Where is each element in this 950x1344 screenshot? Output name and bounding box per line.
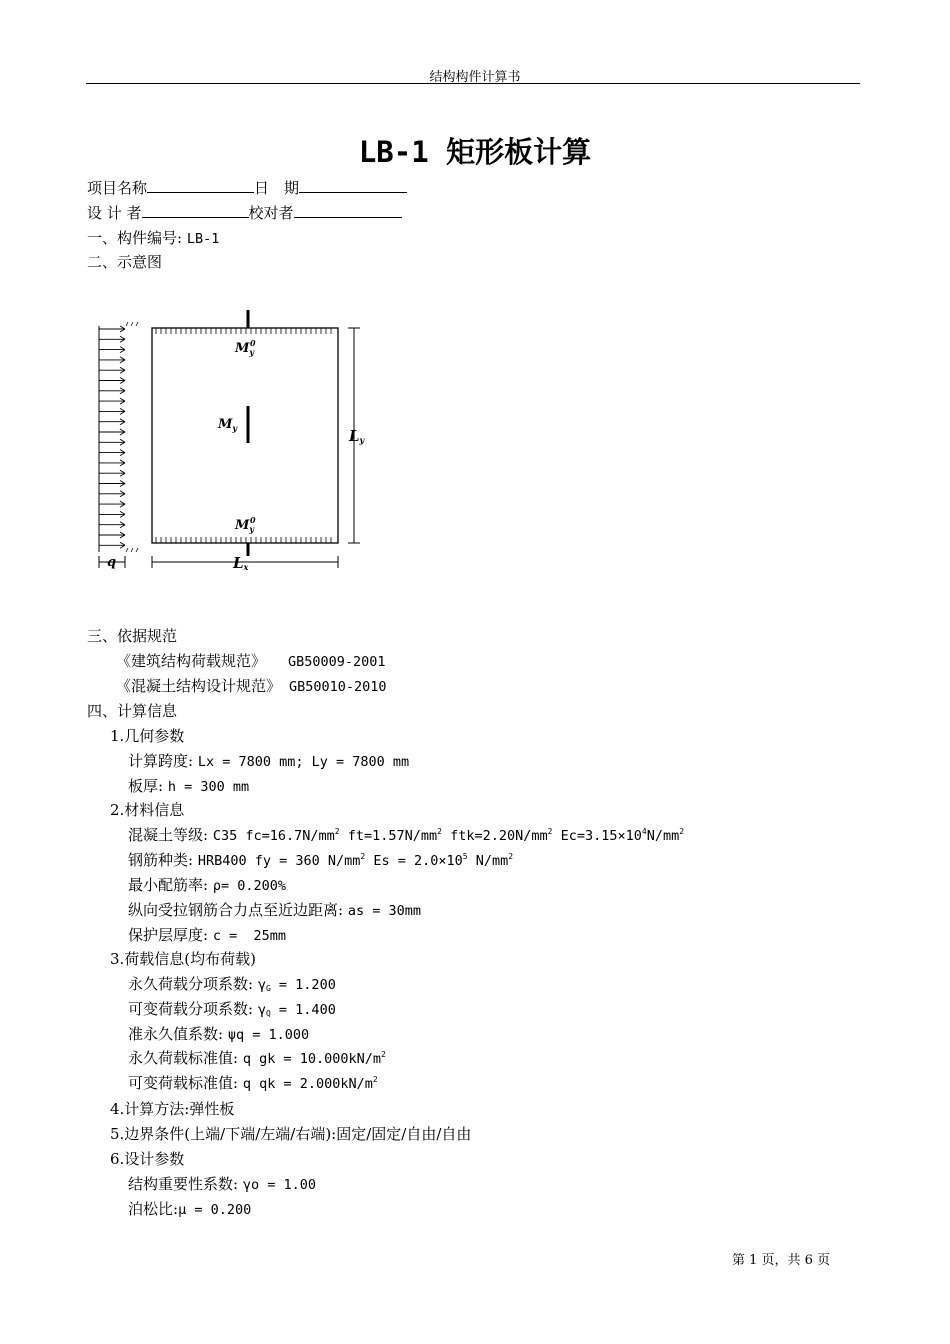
- rebar-row: 钢筋种类: HRB400 fy = 360 $N/mm^2$ $Es = 2.0\times 10^5$ $N/mm^2$: [128, 851, 514, 869]
- project-name-label: 项目名称: [87, 179, 148, 197]
- designer-label: 设 计 者: [87, 204, 142, 222]
- code-1-name: 《建筑结构荷载规范》: [116, 652, 267, 670]
- my0-top-label: $M_y0$: [235, 338, 256, 357]
- page-footer: 第 1 页，共 6 页: [732, 1253, 831, 1268]
- importance-value: γo = 1.00: [242, 1177, 316, 1193]
- component-number-value: LB-1: [186, 231, 220, 247]
- lx-label: Lx: [233, 554, 249, 572]
- diagram-heading: 二、示意图: [87, 253, 163, 271]
- psi-value: ψq = 1.000: [227, 1027, 310, 1043]
- gamma-q-row: 可变荷载分项系数: $\gamma_Q = 1.400$: [128, 1000, 336, 1018]
- plate-outline: [152, 328, 338, 543]
- as-row: 纵向受拉钢筋合力点至近边距离: as = 30mm: [128, 901, 421, 919]
- page-header: 结构构件计算书: [429, 70, 521, 85]
- poisson-row: 泊松比:μ = 0.200: [128, 1200, 252, 1218]
- ly-label: Ly: [349, 427, 365, 445]
- code-2-number: GB50010-2010: [289, 679, 387, 695]
- load-arrows: [99, 326, 125, 548]
- checker-field: [294, 202, 402, 218]
- project-name-row: [87, 177, 407, 198]
- design-params-heading: 6.设计参数: [110, 1150, 185, 1168]
- fixed-edge-bottom: [126, 537, 331, 552]
- min-ratio-row: 最小配筋率: ρ= 0.200%: [128, 876, 286, 894]
- poisson-value: μ = 0.200: [178, 1202, 252, 1218]
- q-label: q: [107, 555, 117, 570]
- qqk-value: q qk = $2.000kN/m^2$: [242, 1075, 378, 1092]
- span-row: 计算跨度: Lx = 7800 mm; Ly = 7800 mm: [128, 752, 410, 770]
- gamma-q-value: $\gamma_Q = 1.400$: [257, 1002, 336, 1018]
- concrete-row: 混凝土等级: C35 $fc=16.7N/mm^2$ $ft=1.57N/mm^2$ $ftk=2.20N/mm^2$ $Ec=3.15\times 10^4N/mm^2$: [128, 826, 685, 844]
- component-number-label: 一、构件编号:: [87, 229, 187, 247]
- codes-heading: 三、依据规范: [87, 627, 178, 645]
- page-title: LB-1 矩形板计算: [358, 135, 592, 169]
- importance-row: 结构重要性系数: γo = 1.00: [128, 1175, 316, 1193]
- project-name-field: [147, 177, 254, 193]
- as-value: as = 30mm: [347, 903, 421, 919]
- calc-info-heading: 四、计算信息: [87, 702, 178, 720]
- cover-value: c = 25mm: [212, 928, 286, 944]
- thickness-value: h = 300 mm: [167, 779, 250, 795]
- cover-row: 保护层厚度: c = 25mm: [128, 926, 286, 944]
- min-ratio-value: ρ= 0.200%: [212, 878, 286, 894]
- header-rule: [86, 83, 860, 84]
- checker-label: 校对者: [248, 204, 294, 222]
- thickness-row: 板厚: h = 300 mm: [128, 777, 250, 795]
- concrete-value: C35 $fc=16.7N/mm^2$ $ft=1.57N/mm^2$ $ftk=2.20N/mm^2$ $Ec=3.15\times 10^4N/mm^2$: [212, 827, 685, 844]
- gamma-g-row: 永久荷载分项系数: $\gamma_G = 1.200$: [128, 975, 336, 993]
- rebar-value: HRB400 fy = 360 $N/mm^2$ $Es = 2.0\times 10^5$ $N/mm^2$: [197, 852, 514, 869]
- span-value: Lx = 7800 mm; Ly = 7800 mm: [197, 754, 410, 770]
- code-1-number: GB50009-2001: [288, 654, 386, 670]
- gamma-g-value: $\gamma_G = 1.200$: [257, 977, 336, 993]
- date-label: 日 期: [254, 179, 300, 197]
- material-heading: 2.材料信息: [110, 801, 185, 819]
- my0-bottom-label: $M_y0$: [235, 515, 256, 534]
- boundary-conditions: 5.边界条件(上端/下端/左端/右端):固定/固定/自由/自由: [110, 1125, 472, 1143]
- designer-field: [142, 202, 249, 218]
- designer-row: [87, 202, 402, 223]
- plate-diagram: [90, 300, 390, 580]
- qgk-row: 永久荷载标准值: q gk = $10.000kN/m^2$: [128, 1049, 386, 1067]
- qqk-row: 可变荷载标准值: q qk = $2.000kN/m^2$: [128, 1074, 378, 1092]
- code-1: [116, 651, 386, 672]
- load-heading: 3.荷载信息(均布荷载): [110, 950, 257, 968]
- calc-method: 4.计算方法:弹性板: [110, 1100, 235, 1118]
- code-2: [116, 676, 387, 697]
- my-mid-label: $M_y$: [218, 417, 238, 433]
- component-number-row: [87, 228, 219, 249]
- psi-row: 准永久值系数: ψq = 1.000: [128, 1025, 310, 1043]
- date-field: [299, 177, 407, 193]
- geometry-heading: 1.几何参数: [110, 727, 185, 745]
- code-2-name: 《混凝土结构设计规范》: [116, 677, 282, 695]
- qgk-value: q gk = $10.000kN/m^2$: [242, 1050, 386, 1067]
